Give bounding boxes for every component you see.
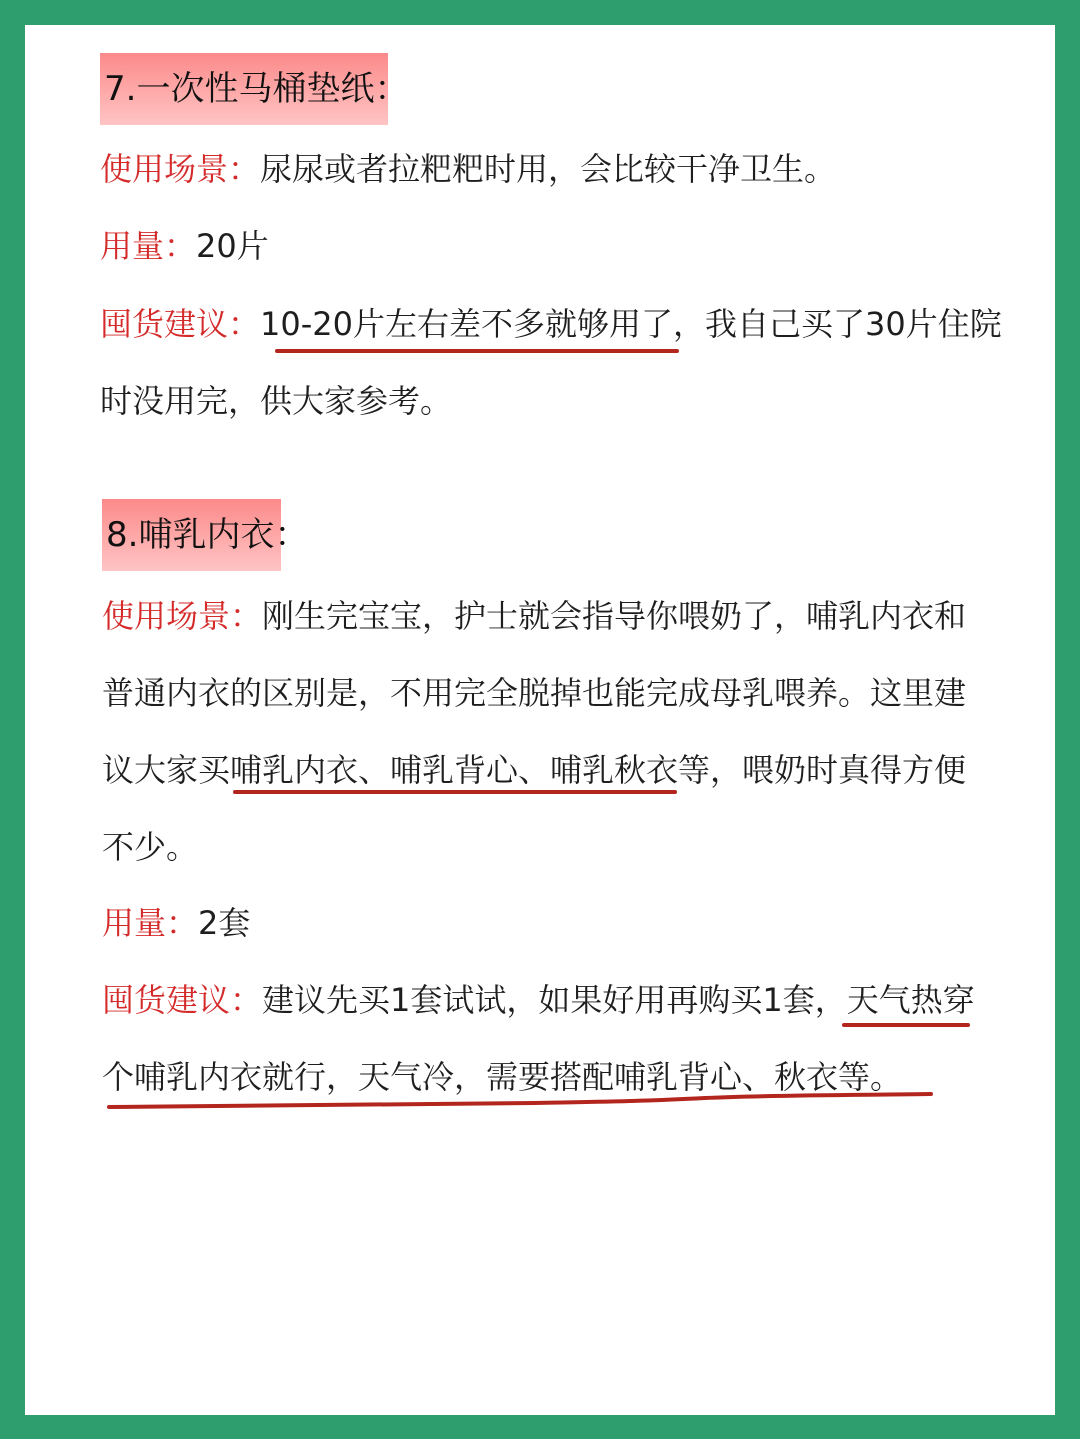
- underline-mark: [275, 349, 679, 353]
- amount-row: [102, 901, 1080, 945]
- advice-row: [102, 978, 1080, 1022]
- advice-text-line: 个哺乳内衣就行，天气冷，需要搭配哺乳背心、秋衣等。: [102, 1058, 903, 1096]
- amount-text: 2套: [198, 904, 251, 942]
- advice-label: 囤货建议：: [100, 305, 261, 343]
- section-title: 8.哺乳内衣：: [102, 499, 281, 571]
- scene-row: [102, 594, 1080, 638]
- amount-label: 用量：: [100, 227, 197, 265]
- underline-mark: [842, 1023, 970, 1027]
- scene-text-line: 普通内衣的区别是，不用完全脱掉也能完成母乳喂养。这里建: [102, 674, 967, 712]
- amount-label: 用量：: [102, 904, 199, 942]
- underline-mark: [233, 790, 677, 794]
- advice-row: [100, 302, 1080, 346]
- advice-text: 10-20片左右差不多就够用了，我自己买了30片住院: [260, 305, 1002, 343]
- scene-text: 尿尿或者拉粑粑时用，会比较干净卫生。: [260, 150, 837, 188]
- scene-label: 使用场景：: [102, 597, 263, 635]
- scene-label: 使用场景：: [100, 150, 261, 188]
- scene-row: [100, 147, 1080, 191]
- scene-text-line: 议大家买哺乳内衣、哺乳背心、哺乳秋衣等，喂奶时真得方便: [102, 751, 967, 789]
- amount-row: [100, 224, 1080, 268]
- scene-text: 刚生完宝宝，护士就会指导你喂奶了，哺乳内衣和: [262, 597, 967, 635]
- section-title: 7.一次性马桶垫纸：: [100, 53, 388, 125]
- advice-label: 囤货建议：: [102, 981, 263, 1019]
- amount-text: 20片: [196, 227, 269, 265]
- underline-mark: [105, 1089, 935, 1113]
- content-card: [25, 25, 1055, 1415]
- advice-row-continued: 时没用完，供大家参考。: [100, 382, 453, 420]
- advice-text: 建议先买1套试试，如果好用再购买1套，天气热穿: [262, 981, 975, 1019]
- scene-text-line: 不少。: [102, 828, 199, 866]
